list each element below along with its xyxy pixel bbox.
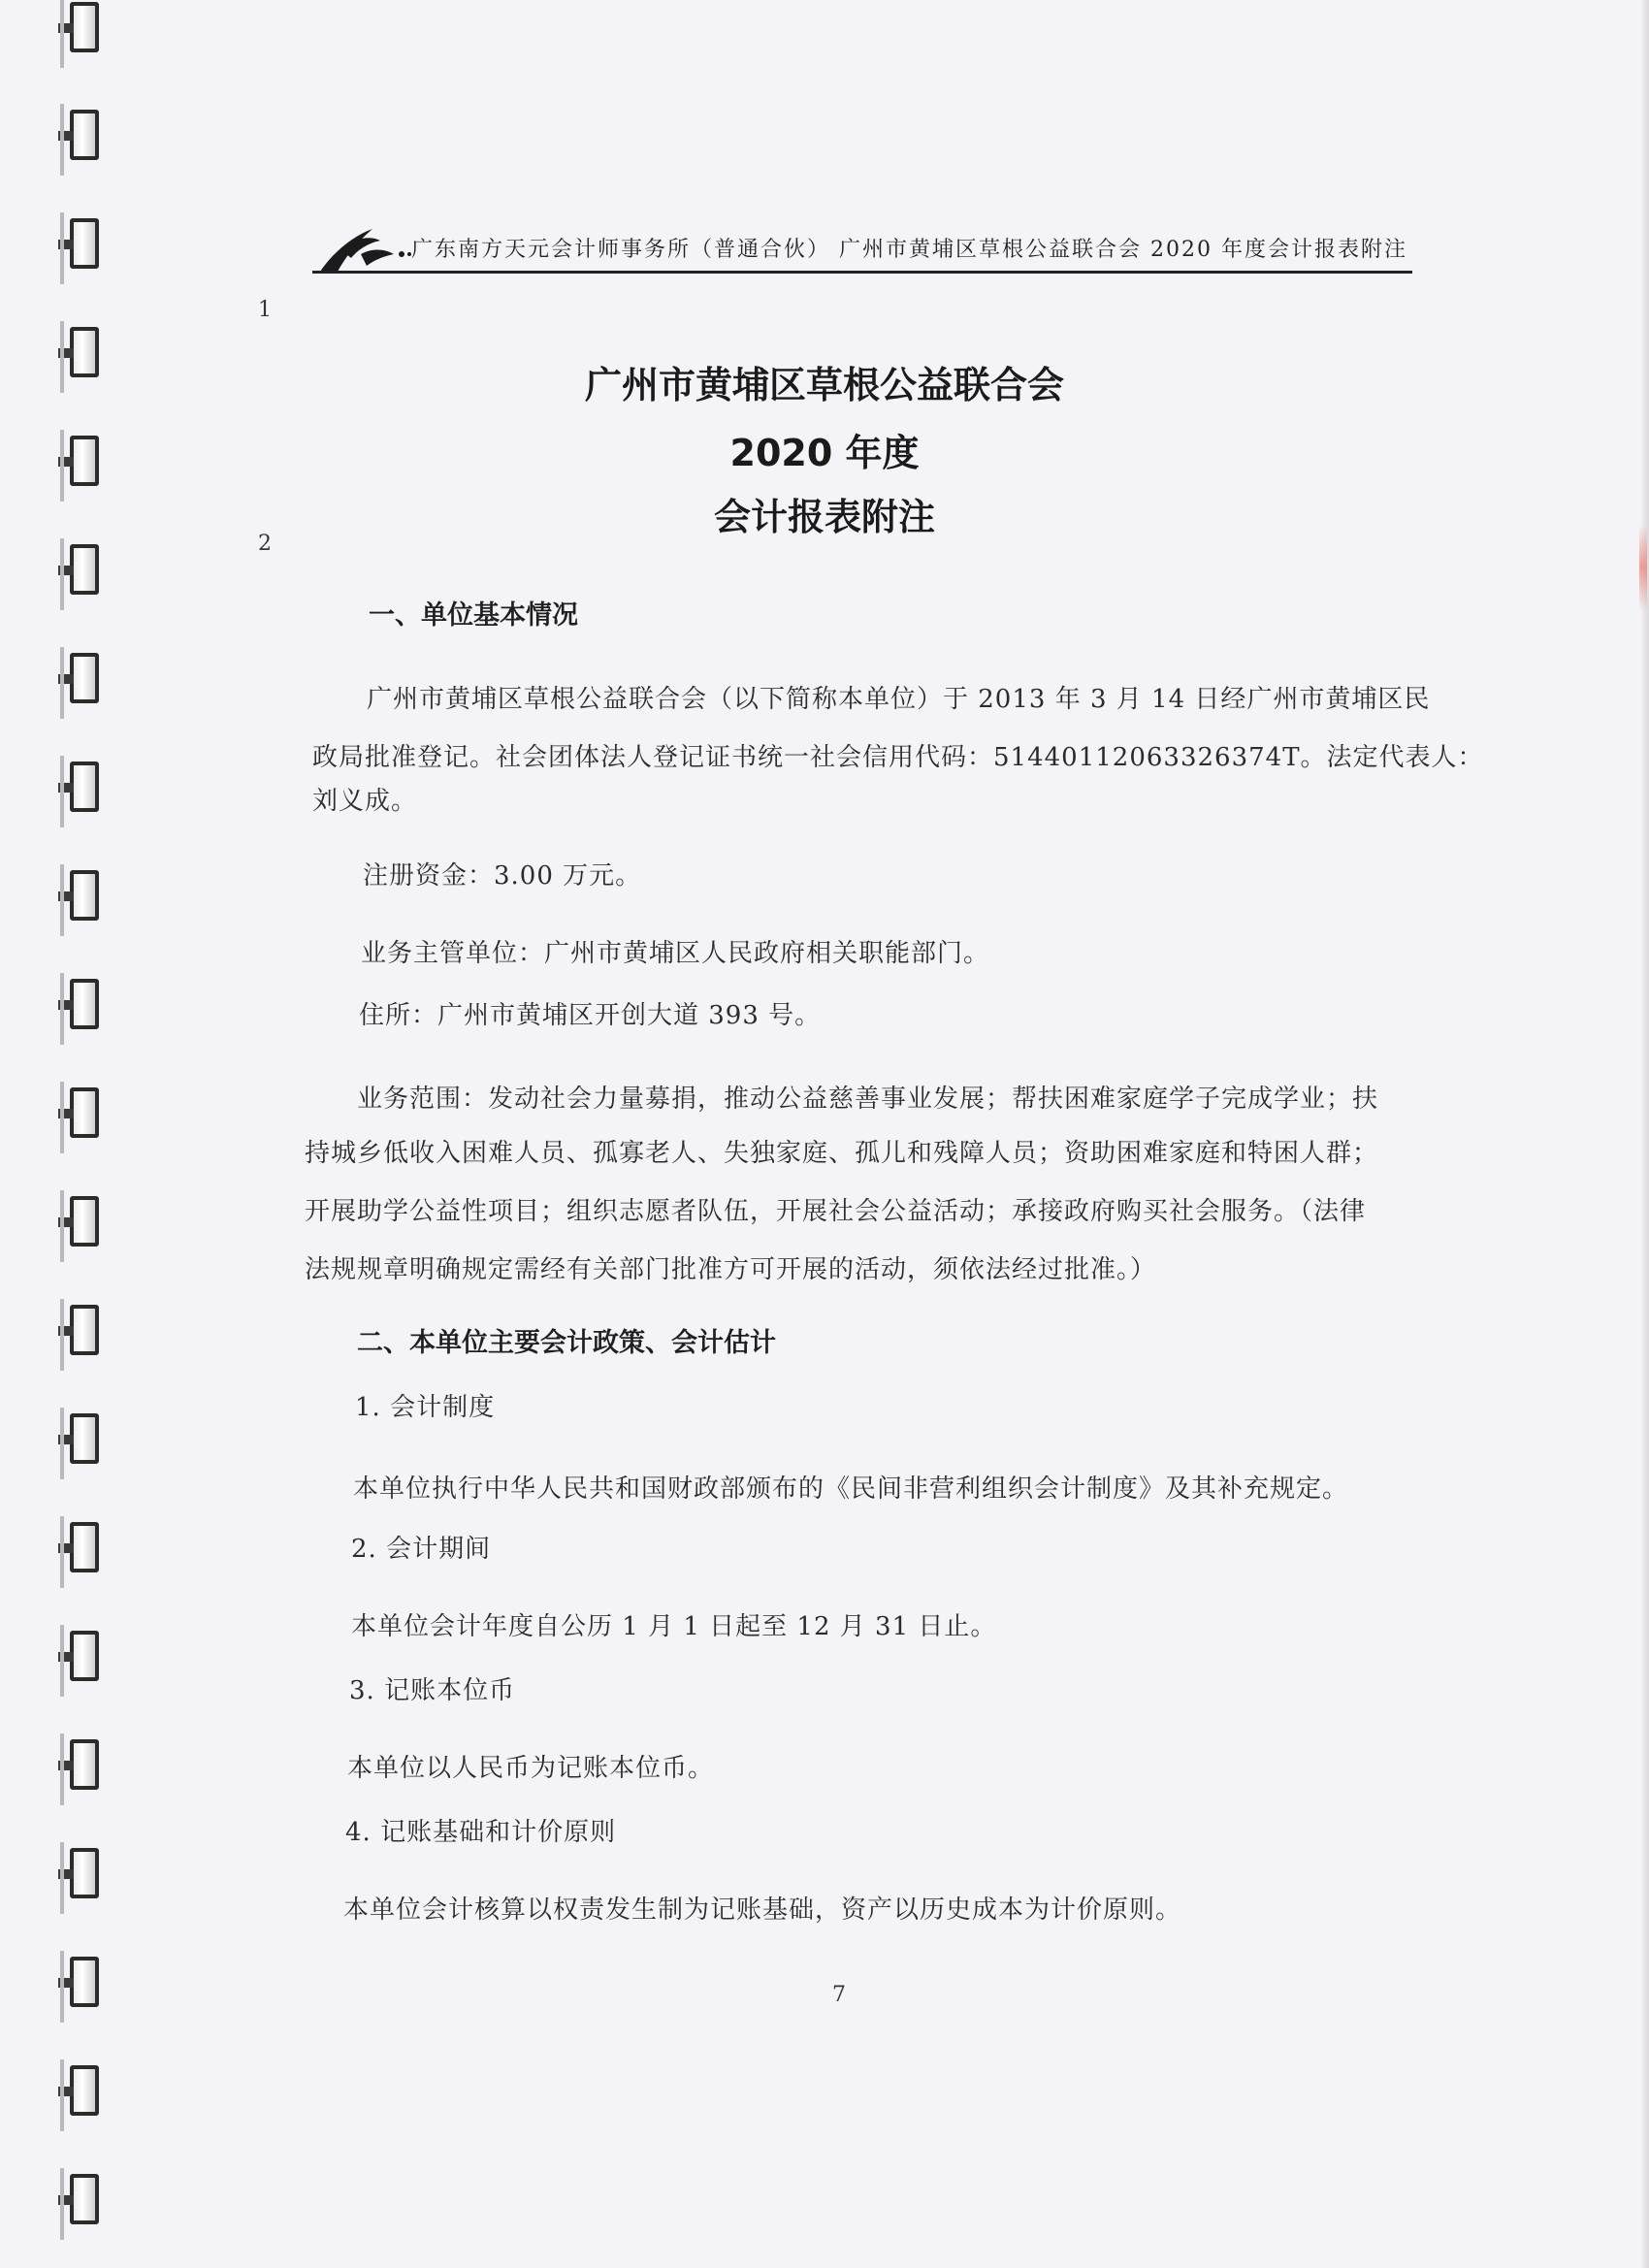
policy-text-3: 本单位以人民币为记账本位币。: [347, 1754, 715, 1783]
address: 住所：广州市黄埔区开创大道 393 号。: [359, 1001, 822, 1030]
policy-text-4: 本单位会计核算以权责发生制为记账基础，资产以历史成本为计价原则。: [343, 1895, 1182, 1925]
header-rule: [312, 271, 1412, 274]
policy-text-1: 本单位执行中华人民共和国财政部颁布的《民间非营利组织会计制度》及其补充规定。: [353, 1474, 1349, 1504]
scope-line-3: 开展助学公益性项目；组织志愿者队伍，开展社会公益活动；承接政府购买社会服务。（法律: [305, 1197, 1367, 1226]
page-edge: [1641, 0, 1649, 2268]
policy-text-2: 本单位会计年度自公历 1 月 1 日起至 12 月 31 日止。: [351, 1612, 997, 1641]
scope-line-1: 业务范围：发动社会力量募捐，推动公益慈善事业发展；帮扶困难家庭学子完成学业；扶: [357, 1085, 1379, 1114]
section1-heading: 一、单位基本情况: [369, 600, 578, 631]
policy-label-3: 3. 记账本位币: [349, 1676, 516, 1705]
intro-line-2: 政局批准登记。社会团体法人登记证书统一社会信用代码：51440112063326374T。法定代表人：: [312, 743, 1484, 772]
policy-label-2: 2. 会计期间: [351, 1535, 492, 1564]
header-firm: 广东南方天元会计师事务所（普通合伙）: [411, 238, 831, 262]
page-number: 7: [832, 1983, 846, 2007]
firm-logo-icon: [312, 215, 419, 277]
section2-heading: 二、本单位主要会计政策、会计估计: [357, 1328, 776, 1358]
spiral-binding: [0, 0, 116, 2268]
scope-line-4: 法规规章明确规定需经有关部门批准方可开展的活动，须依法经过批准。）: [305, 1255, 1157, 1284]
intro-line-1: 广州市黄埔区草根公益联合会（以下简称本单位）于 2013 年 3 月 14 日经广州市黄埔区民: [367, 685, 1431, 714]
line-number-1: 1: [258, 298, 272, 322]
doc-title-line2: 2020 年度: [729, 432, 920, 474]
supervisor-unit: 业务主管单位：广州市黄埔区人民政府相关职能部门。: [361, 939, 990, 968]
registered-capital: 注册资金：3.00 万元。: [363, 861, 642, 891]
scope-line-2: 持城乡低收入困难人员、孤寡老人、失独家庭、孤儿和残障人员；资助困难家庭和特困人群；: [305, 1139, 1379, 1168]
header-report: 广州市黄埔区草根公益联合会 2020 年度会计报表附注: [839, 238, 1407, 262]
doc-title-line1: 广州市黄埔区草根公益联合会: [584, 364, 1064, 406]
intro-line-3: 刘义成。: [312, 787, 418, 816]
page-header: [312, 215, 1412, 277]
policy-label-4: 4. 记账基础和计价原则: [345, 1818, 617, 1847]
doc-title-line3: 会计报表附注: [713, 496, 935, 538]
line-number-2: 2: [258, 532, 272, 556]
policy-label-1: 1. 会计制度: [355, 1393, 496, 1422]
header-text: [411, 233, 1407, 263]
